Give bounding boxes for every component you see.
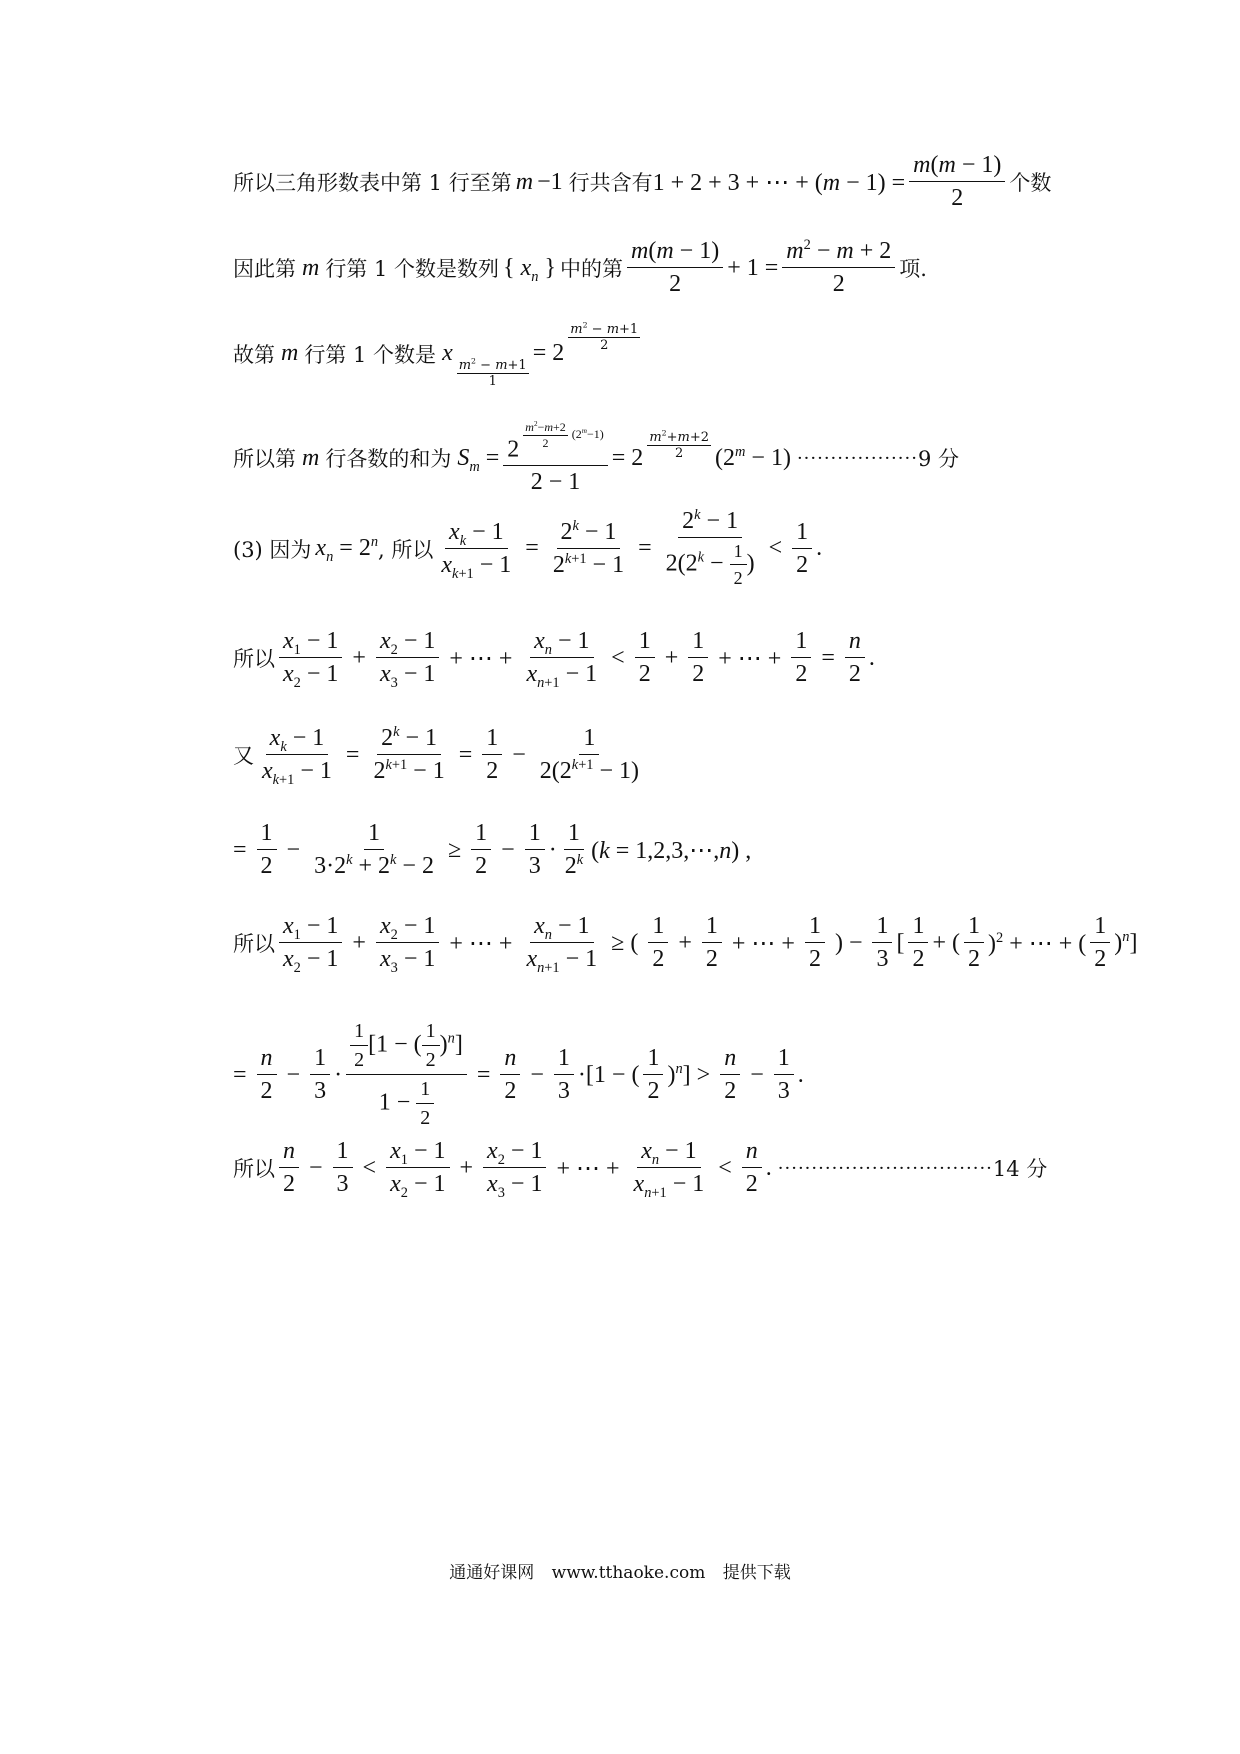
solution-line-9: 所以 $\frac{x_1 - 1}{x_2 - 1}$ + $\frac{x_2 - 1}{x_3 - 1}$ + ⋯ + $\frac{x_n - 1}{x_{n+1} - 1}$ ≥ ( $\frac{1}{2}$ + $\frac{1}{2}$ + ⋯ + $\frac{1}{2}$ ) − $\frac{1}{3}$ [ $\frac{1}{2}$ + ( $\frac{1}{2}$ )$^2$ + ⋯ + ( $\frac{1}{2}$ )$^n$]: [233, 913, 1138, 976]
page-footer: [0, 1558, 1240, 1583]
text: 行共含有: [568, 171, 653, 195]
solution-line-11: 所以 $\frac{n}{2}$ − $\frac{1}{3}$ < $\frac{x_1 - 1}{x_2 - 1}$ + $\frac{x_2 - 1}{x_3 - 1}$ + ⋯ + $\frac{x_n - 1}{x_{n+1} - 1}$ < $\frac{n}{2}$ . ································ 14 分: [233, 1138, 1048, 1201]
solution-line-3: 故第 m 行第 1 个数是 x $\frac{m^2 - m+1}{1}$ = 2 $\frac{m^2 - m+1}{2}$: [233, 320, 639, 389]
math-fraction: $\frac{m(m - 1)}{2}$: [627, 238, 723, 298]
footer-url[interactable]: www.tthaoke.com: [551, 1563, 706, 1583]
text: 个数: [1009, 171, 1052, 195]
solution-line-7: 又 $\frac{x_k - 1}{x_{k+1} - 1}$ = $\frac{2^k - 1}{2^{k+1} - 1}$ = $\frac{1}{2}$ − $\frac{1}{2(2^{k+1} - 1)}$: [233, 724, 640, 788]
solution-line-1: 所以三角形数表中第 1 行至第 m −1 行共含有 1 + 2 + 3 + ⋯ + (m − 1) = $\frac{m(m - 1)}{2}$ 个数: [233, 152, 1052, 211]
math-fraction: $\frac{m(m - 1)}{2}$: [909, 152, 1005, 212]
solution-line-2: 因此第 m 行第 1 个数是数列 { $x_n$ } 中的第 $\frac{m(m - 1)}{2}$ + 1 = $\frac{m^2 - m + 2}{2}$ 项.: [233, 237, 927, 297]
score-label: 14 分: [992, 1157, 1048, 1181]
score-label: 9 分: [917, 447, 959, 472]
text: 所以三角形数表中第 1 行至第: [233, 171, 512, 195]
solution-line-8: = $\frac{1}{2}$ − $\frac{1}{3\cdot 2^k + 2^k - 2}$ ≥ $\frac{1}{2}$ − $\frac{1}{3}$ · $\frac{1}{2^k}$ (k = 1,2,3,⋯,n) ,: [233, 820, 752, 879]
math-fraction: 2 $^{\frac{m^2-m+2}{2} (2^m-1)}$ 2 − 1: [503, 420, 607, 496]
solution-line-4: 所以第 m 行各数的和为 $S_m$ = 2 $^{\frac{m^2-m+2}{2} (2^m-1)}$ 2 − 1 = 2 $\frac{m^2+m+2}{2}$ $(2^m - 1)$ ·················· 9 分: [233, 420, 959, 496]
footer-action: 提供下载: [722, 1563, 791, 1583]
solution-line-10: = $\frac{n}{2}$ − $\frac{1}{3}$ · $\frac{1}{2}$ [1 − ( $\frac{1}{2}$ )$^n$] 1 − $\frac{1}{2}$ = $\frac{n}{2}$ − $\frac{1}{3}$ ·[1 − ( $\frac{1}{2}$ )$^n$] > $\frac{n}{2}$ − $\frac{1}{3}$ .: [233, 1020, 804, 1129]
sequence-symbol: { $x_n$ }: [503, 254, 556, 285]
math-fraction: $\frac{m^2 - m + 2}{2}$: [782, 238, 895, 298]
footer-site-name: 通通好课网: [449, 1563, 535, 1583]
solution-line-5: (3) 因为 $x_n = 2^n$ , 所以 $\frac{x_k - 1}{x_{k+1} - 1}$ = $\frac{2^k - 1}{2^{k+1} - 1}$ = $2^k - 1$ $2(2^k$ − $\frac{1}{2}$ ) < $\frac{1}{2}$ .: [233, 507, 823, 588]
solution-line-6: 所以 $\frac{x_1 - 1}{x_2 - 1}$ + $\frac{x_2 - 1}{x_3 - 1}$ + ⋯ + $\frac{x_n - 1}{x_{n+1} - 1}$ < $\frac{1}{2}$ + $\frac{1}{2}$ + ⋯ + $\frac{1}{2}$ = $\frac{n}{2}$ .: [233, 628, 875, 691]
math-expression: x: [442, 340, 453, 366]
math-sum: 1 + 2 + 3 + ⋯ + (m − 1) =: [652, 169, 906, 196]
